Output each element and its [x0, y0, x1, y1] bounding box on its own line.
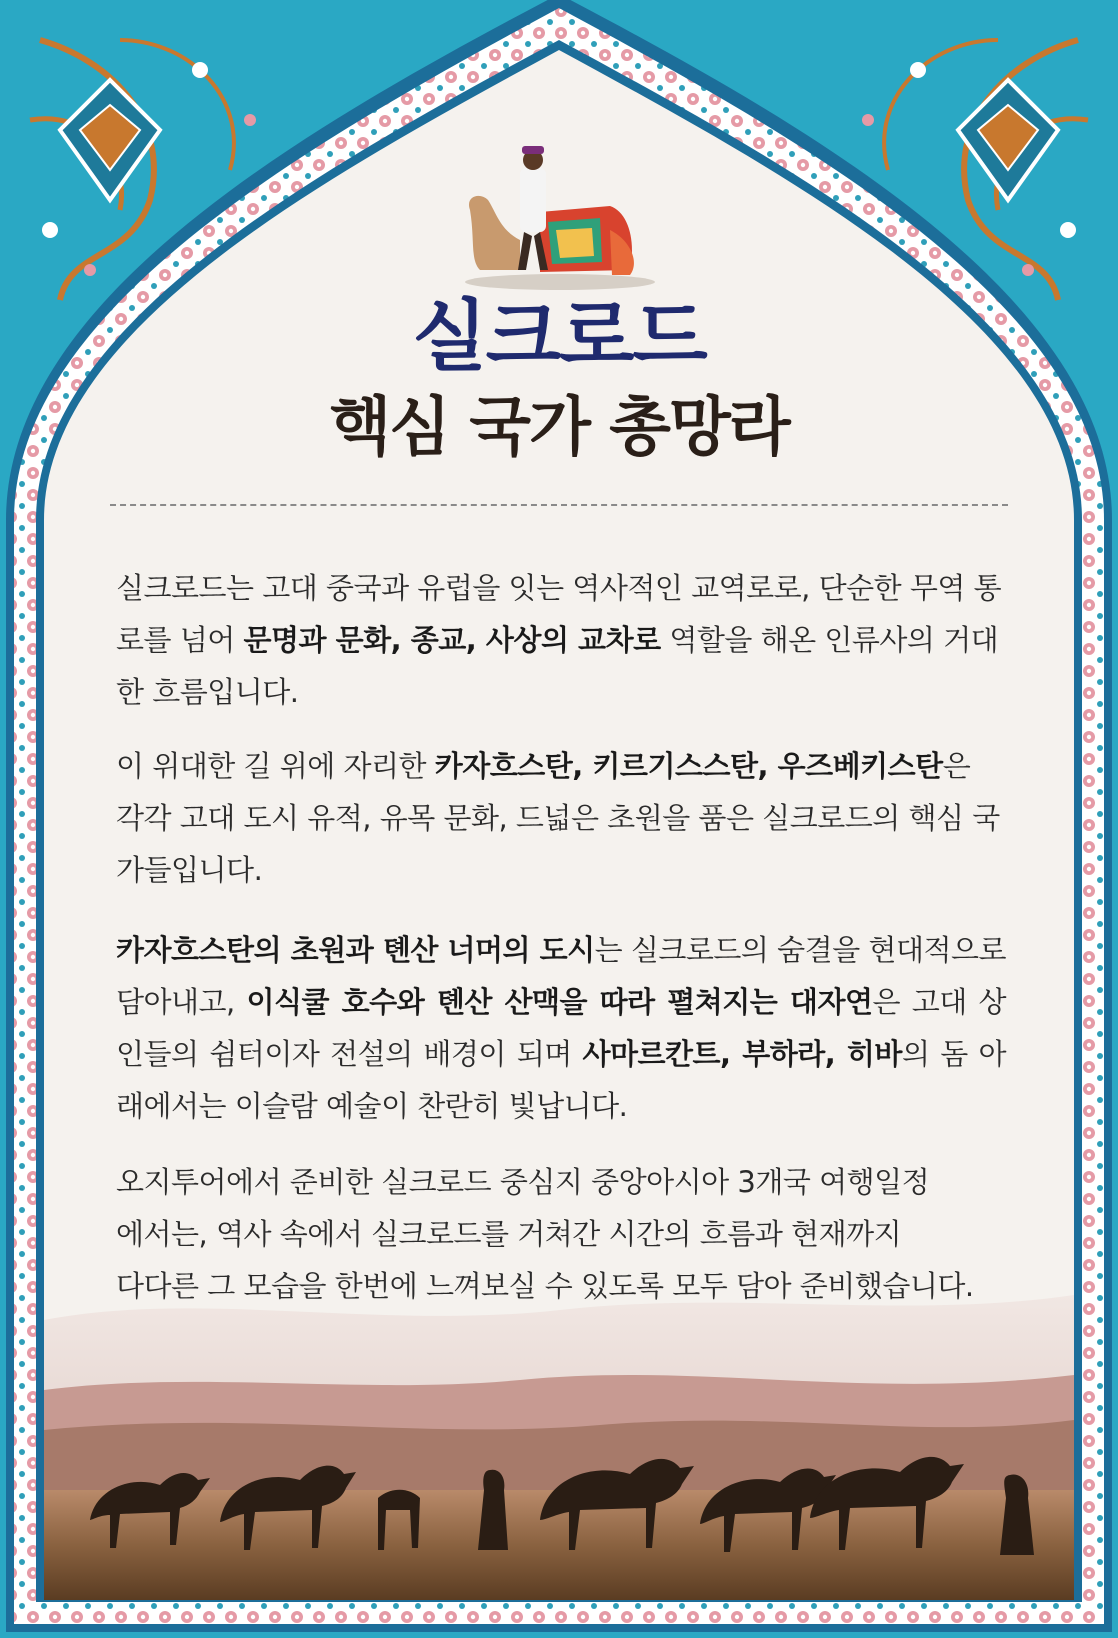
p3-bold-1: 카자흐스탄의 초원과 톈산 너머의 도시	[116, 933, 595, 967]
p3-text-2: 은 고대 상인들의 쉼터이자 전설의 배경이 되며	[116, 985, 1006, 1071]
intro-paragraph	[116, 562, 1006, 718]
countries-paragraph	[116, 740, 1006, 896]
p4-line-1: 오지투어에서 준비한 실크로드 중심지 중앙아시아 3개국 여행일정	[116, 1165, 930, 1199]
highlights-paragraph	[116, 924, 1006, 1132]
p3-text-1: 는 실크로드의 숨결을 현대적으로 담아내고,	[116, 933, 1007, 1019]
p3-bold-2: 이식쿨 호수와 톈산 산맥을 따라 펼쳐지는 대자연	[246, 985, 873, 1019]
dashed-divider	[110, 504, 1008, 506]
p1-text-1: 실크로드는 고대 중국과 유럽을 잇는 역사적인 교역로로, 단순한 무역 통로를 넘어	[116, 571, 1002, 657]
p4-line-3: 다다른 그 모습을 한번에 느껴보실 수 있도록 모두 담아 준비했습니다.	[116, 1269, 974, 1303]
p3-text-3: 의 돔 아래에서는 이슬람 예술이 찬란히 빛납니다.	[116, 1037, 1006, 1123]
page-subtitle: 핵심 국가 총망라	[329, 391, 789, 465]
p2-text-1: 이 위대한 길 위에 자리한	[116, 749, 435, 783]
p3-bold-3: 사마르칸트, 부하라, 히바	[582, 1037, 902, 1071]
page-title: 실크로드	[412, 292, 706, 382]
p4-line-2: 에서는, 역사 속에서 실크로드를 거쳐간 시간의 흐름과 현재까지	[116, 1217, 902, 1251]
p2-text-2: 은 각각 고대 도시 유적, 유목 문화, 드넓은 초원을 품은 실크로드의 핵심 국가들입니다.	[116, 749, 1000, 887]
p2-bold-1: 카자흐스탄, 키르기스스탄, 우즈베키스탄	[434, 749, 943, 783]
p1-bold-1: 문명과 문화, 종교, 사상의 교차로	[243, 623, 661, 657]
p1-text-2: 역할을 해온 인류사의 거대한 흐름입니다.	[116, 623, 999, 709]
tour-paragraph	[116, 1156, 1006, 1312]
